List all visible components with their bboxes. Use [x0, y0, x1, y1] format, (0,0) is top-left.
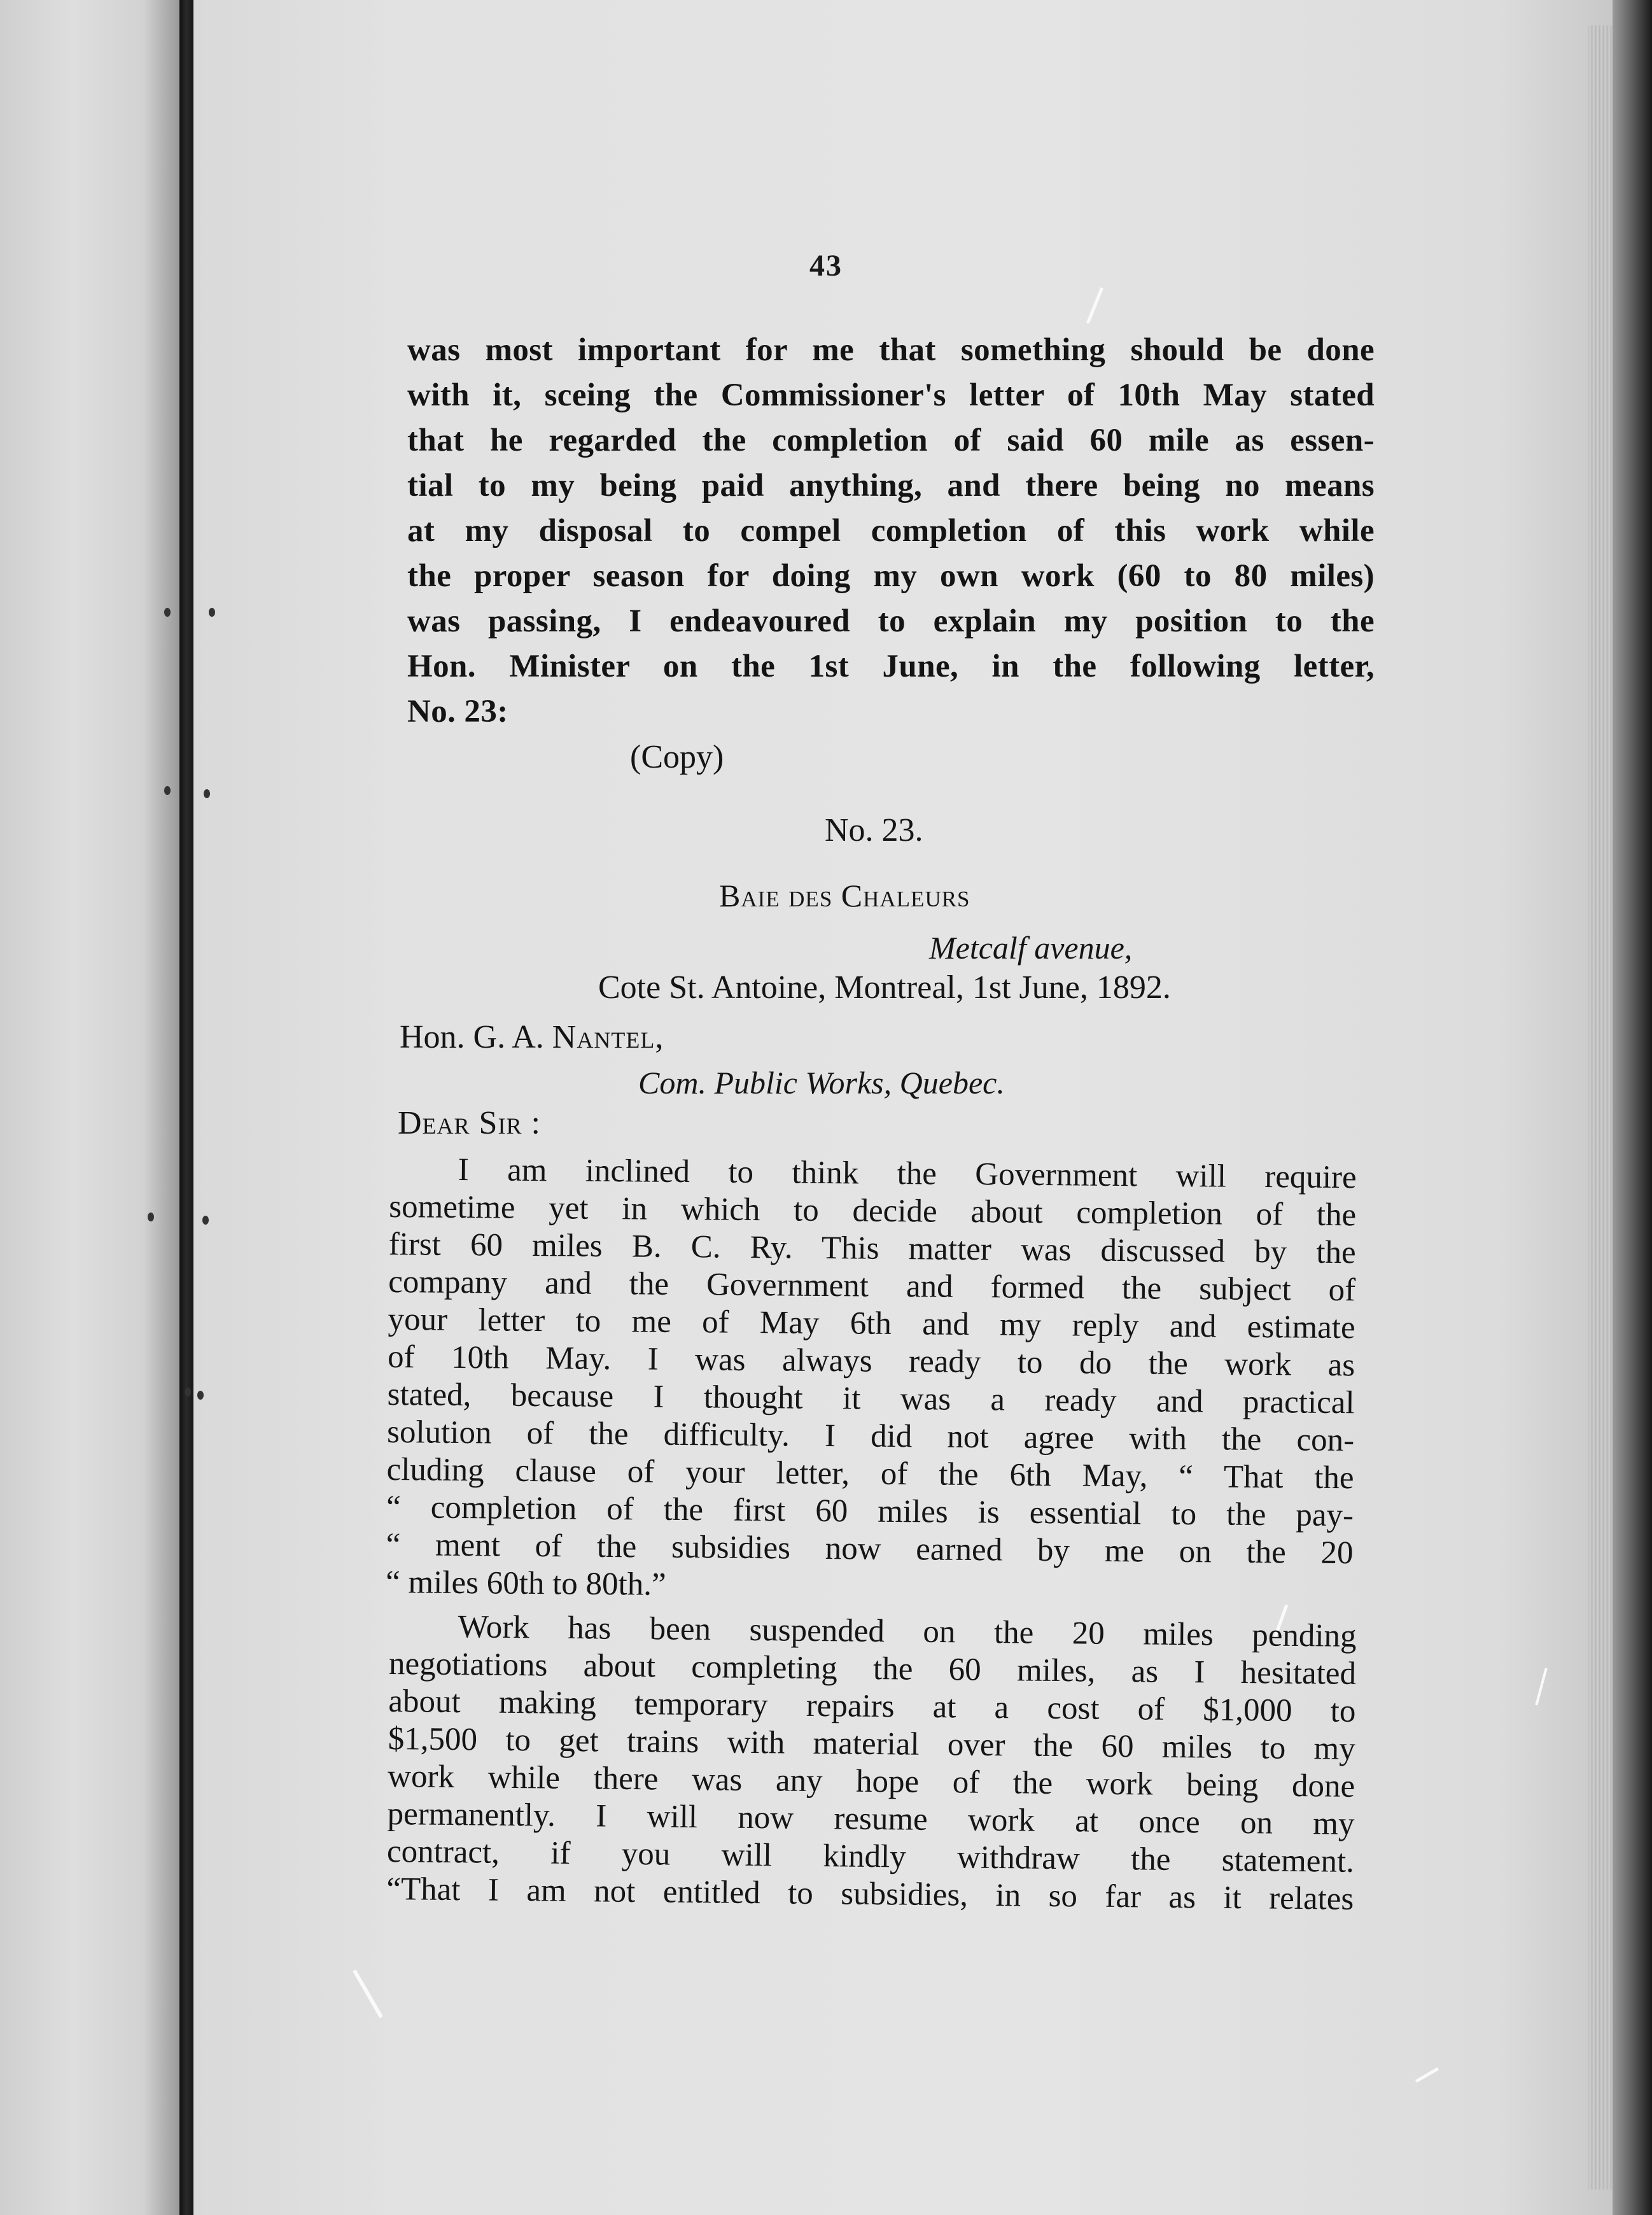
text-line: Work has been suspended on the 20 miles pending [458, 1609, 1357, 1654]
margin-mark [197, 1391, 204, 1400]
text-line: stated, because I thought it was a ready and practical [387, 1376, 1355, 1421]
letter-paragraph-1 [386, 1151, 1357, 1610]
text-line: tial to my being paid anything, and there being no means [407, 468, 1375, 503]
text-line: “ miles 60th to 80th.” [385, 1564, 666, 1603]
text-line: with it, sceing the Commissioner's letter of 10th May stated [407, 377, 1375, 413]
recipient-office: Com. Public Works, Quebec. [638, 1065, 1005, 1100]
recipient-prefix: Hon. G. A. [400, 1019, 552, 1055]
text-line: contract, if you will kindly withdraw the statement. [386, 1833, 1355, 1880]
margin-mark [202, 1216, 209, 1225]
text-line: that he regarded the completion of said 60 mile as essen- [407, 423, 1375, 458]
page-number: 43 [809, 249, 843, 283]
scan-right-border [1613, 0, 1652, 2215]
dateline: Cote St. Antoine, Montreal, 1st June, 1892. [598, 969, 1171, 1006]
text-line: at my disposal to compel completion of this work while [407, 513, 1375, 549]
recipient-name: Nantel, [552, 1019, 664, 1055]
letter-heading: Baie des Chaleurs [719, 878, 970, 913]
margin-mark [164, 608, 171, 617]
letter-paragraph-2 [386, 1608, 1357, 1918]
margin-mark [164, 786, 171, 795]
page-stack-edges [1588, 25, 1613, 2190]
book-gutter [179, 0, 193, 2215]
text-line: Hon. Minister on the 1st June, in the following letter, [407, 649, 1375, 684]
copy-label: (Copy) [630, 739, 724, 775]
intro-paragraph [407, 328, 1375, 735]
letter-number: No. 23. [825, 812, 923, 848]
text-line: was most important for me that something should be done [407, 332, 1375, 368]
text-line: I am inclined to think the Government will require [458, 1151, 1357, 1196]
text-line: permanently. I will now resume work at once on my [387, 1796, 1355, 1842]
text-line: about making temporary repairs at a cost of $1,000 to [388, 1683, 1356, 1729]
text-line: work while there was any hope of the work being done [387, 1758, 1355, 1804]
margin-mark [148, 1213, 154, 1221]
salutation: Dear Sir : [398, 1105, 541, 1141]
address-street: Metcalf avenue, [929, 930, 1133, 966]
text-line: negotiations about completing the 60 miles, as I hesitated [388, 1645, 1357, 1692]
facing-page-edge [0, 0, 179, 2215]
text-line: cluding clause of your letter, of the 6th May, “ That the [386, 1451, 1354, 1496]
text-line: the proper season for doing my own work (60 to 80 miles) [407, 558, 1375, 594]
text-line: solution of the difficulty. I did not agree with the con- [386, 1414, 1355, 1459]
text-line: “That I am not entitled to subsidies, in so far as it relates [386, 1871, 1354, 1917]
text-line: your letter to me of May 6th and my reply and estimate [388, 1301, 1355, 1346]
text-line: of 10th May. I was always ready to do the work as [387, 1339, 1355, 1384]
text-line: first 60 miles B. C. Ry. This matter was discussed by the [388, 1226, 1356, 1271]
text-line: $1,500 to get trains with material over the 60 miles to my [388, 1720, 1356, 1767]
text-line: “ ment of the subsidies now earned by me on the 20 [386, 1526, 1354, 1572]
text-line: “ completion of the first 60 miles is essential to the pay- [386, 1489, 1354, 1534]
text-line: sometime yet in which to decide about completion of the [388, 1188, 1357, 1234]
margin-mark [185, 1388, 191, 1396]
text-line: company and the Government and formed the subject of [388, 1263, 1356, 1309]
text-line: No. 23: [407, 694, 508, 729]
text-line: was passing, I endeavoured to explain my position to the [407, 603, 1375, 639]
margin-mark [209, 608, 215, 617]
margin-mark [204, 789, 210, 798]
recipient-line [400, 1018, 664, 1056]
